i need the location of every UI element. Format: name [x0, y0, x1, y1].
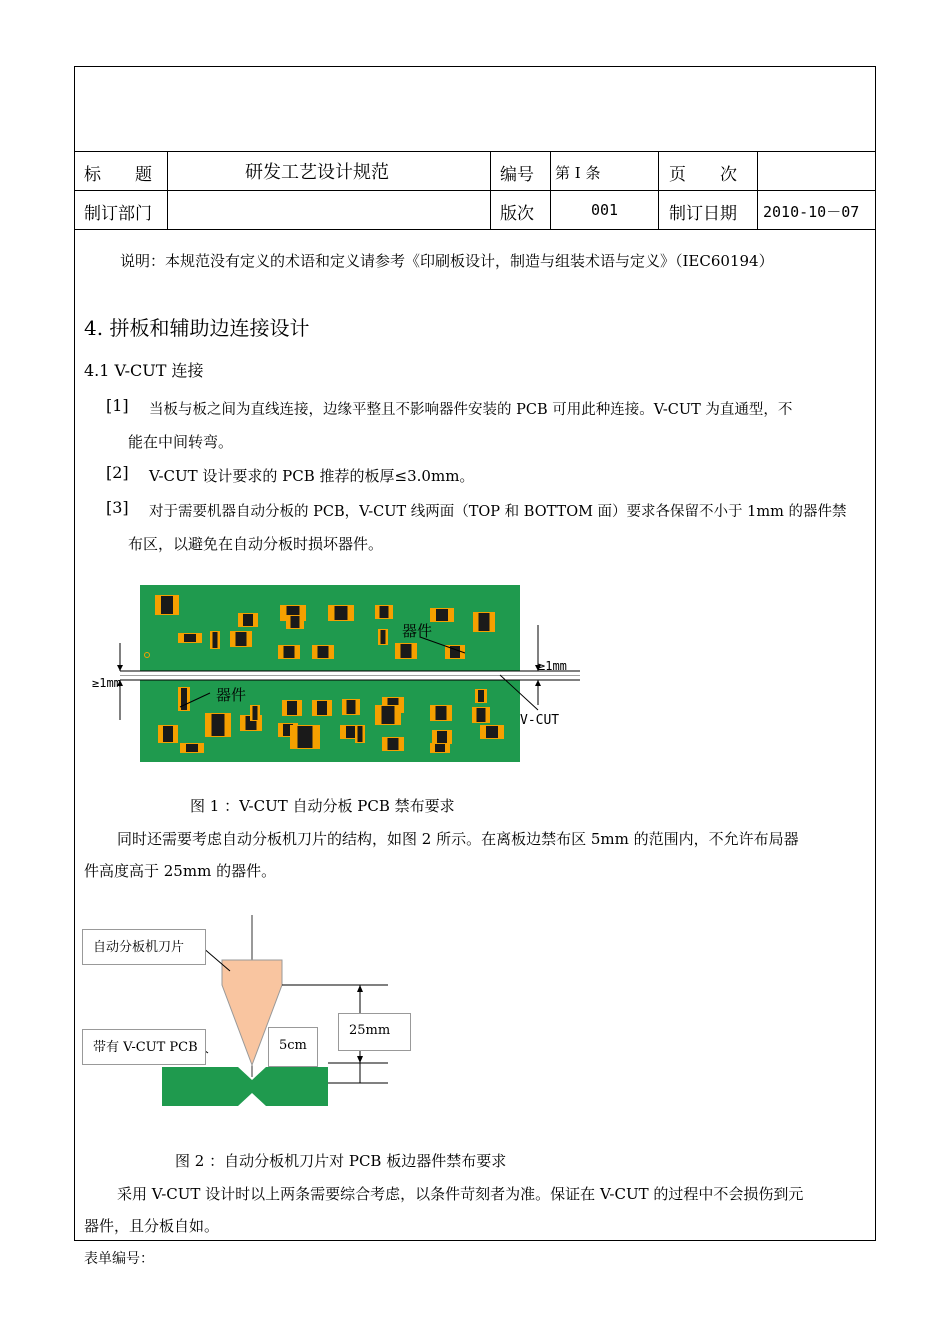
footer-form-number: 表单编号： — [84, 1251, 154, 1267]
number-label: 编号 — [500, 165, 534, 185]
component-body — [317, 701, 327, 715]
component-body — [380, 606, 389, 618]
date-label: 制订日期 — [669, 204, 737, 224]
item-number: [1] — [106, 396, 129, 415]
date-value: 2010-10－07 — [763, 203, 860, 221]
pcb-cross-section — [162, 1067, 328, 1106]
item-text: 布区，以避免在自动分板时损坏器件。 — [128, 535, 384, 553]
subsection-title: 4.1 V-CUT 连接 — [84, 361, 204, 380]
dim-25mm-label: 25mm — [338, 1013, 411, 1051]
component-body — [478, 690, 484, 702]
component-body — [163, 726, 173, 742]
paragraph-text: 器件，且分板自如。 — [84, 1217, 220, 1235]
version-label: 版次 — [500, 204, 534, 224]
component-body — [436, 609, 448, 621]
vcut-label: V-CUT — [520, 713, 560, 728]
component-body — [401, 644, 412, 658]
dim-label-right: ≥1mm — [538, 659, 567, 673]
component-body — [243, 614, 253, 626]
component-body — [318, 646, 329, 658]
component-body — [358, 726, 363, 742]
item-text: V-CUT 设计要求的 PCB 推荐的板厚≤3.0mm。 — [149, 467, 475, 485]
component-body — [479, 613, 490, 631]
item-text: 对于需要机器自动分板的 PCB，V-CUT 线两面（TOP 和 BOTTOM 面）要求各保留不小于 1mm 的器件禁 — [149, 504, 847, 520]
component-body — [298, 726, 313, 748]
component-body — [437, 731, 447, 743]
component-body — [284, 646, 295, 658]
component-body — [186, 744, 198, 752]
item-number: [2] — [106, 463, 129, 482]
dim-label-left: ≥1mm — [92, 676, 121, 690]
number-value: 第 I 条 — [555, 164, 601, 182]
component-body — [436, 706, 447, 720]
version-value: 001 — [591, 201, 619, 219]
table-divider — [550, 151, 551, 229]
figure1-caption: 图 1 ：V-CUT 自动分板 PCB 禁布要求 — [190, 797, 455, 815]
dept-label: 制订部门 — [84, 204, 152, 224]
page-label: 页 次 — [669, 165, 737, 185]
dim-5cm-label: 5cm — [268, 1027, 318, 1067]
table-divider — [74, 229, 876, 230]
component-body — [181, 688, 187, 710]
blade-label-pointer — [202, 947, 230, 971]
document-title: 研发工艺设计规范 — [245, 162, 389, 183]
component-label-top: 器件 — [402, 622, 433, 640]
component-body — [291, 616, 300, 628]
component-body — [382, 706, 395, 724]
table-divider — [74, 190, 876, 191]
pcb-label: 带有 V-CUT PCB — [82, 1029, 206, 1065]
table-divider — [757, 151, 758, 229]
component-body — [477, 708, 486, 722]
table-divider — [658, 151, 659, 229]
item-text: 能在中间转弯。 — [128, 433, 234, 451]
component-body — [435, 744, 445, 752]
component-label-bottom: 器件 — [216, 686, 247, 704]
paragraph-text: 采用 V-CUT 设计时以上两条需要综合考虑，以条件苛刻者为准。保证在 V-CUT 的过程中不会损伤到元 — [117, 1185, 804, 1203]
component-body — [287, 701, 297, 715]
paragraph-text: 件高度高于 25mm 的器件。 — [84, 862, 277, 880]
blade-label: 自动分板机刀片 — [82, 929, 206, 965]
item-text: 当板与板之间为直线连接，边缘平整且不影响器件安装的 PCB 可用此种连接。V-CUT 为直通型，不 — [149, 402, 793, 418]
component-body — [335, 606, 348, 620]
paragraph-text: 同时还需要考虑自动分板机刀片的结构，如图 2 所示。在离板边禁布区 5mm 的范围内，不允许布局器 — [117, 830, 799, 848]
component-body — [161, 596, 173, 614]
title-label: 标 题 — [84, 165, 152, 185]
table-divider — [167, 151, 168, 229]
note-text: 说明：本规范没有定义的术语和定义请参考《印刷板设计，制造与组装术语与定义》（IEC60194） — [120, 252, 774, 270]
component-body — [381, 630, 386, 644]
component-body — [388, 738, 399, 750]
component-body — [347, 700, 356, 714]
item-number: [3] — [106, 498, 129, 517]
section-title: 4. 拼板和辅助边连接设计 — [84, 316, 310, 340]
component-body — [212, 714, 225, 736]
table-divider — [74, 151, 876, 152]
table-divider — [490, 151, 491, 229]
component-body — [486, 726, 498, 738]
component-body — [184, 634, 196, 642]
component-body — [213, 632, 218, 648]
component-body — [236, 632, 247, 646]
component-body — [253, 706, 258, 720]
figure1-pcb-diagram — [90, 575, 590, 775]
figure2-caption: 图 2 ：自动分板机刀片对 PCB 板边器件禁布要求 — [175, 1152, 507, 1170]
